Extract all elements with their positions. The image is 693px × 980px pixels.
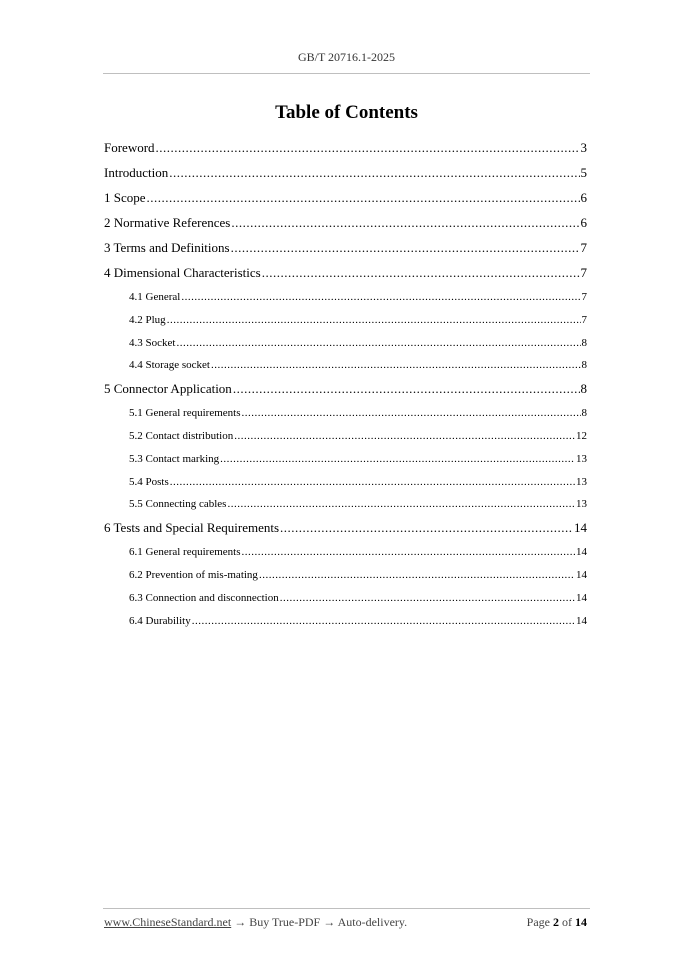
toc-entry-page: 14 bbox=[576, 591, 587, 604]
dot-leader bbox=[231, 213, 579, 233]
toc-entry-label: 5.3 Contact marking bbox=[129, 452, 220, 465]
toc-entry-page: 14 bbox=[576, 614, 587, 627]
dot-leader bbox=[147, 188, 580, 208]
toc-entry[interactable] bbox=[104, 543, 587, 566]
toc-entry[interactable] bbox=[104, 238, 587, 263]
toc-entry[interactable] bbox=[104, 188, 587, 213]
dot-leader bbox=[170, 473, 575, 491]
dot-leader bbox=[211, 356, 581, 374]
toc-entry-label: 5.1 General requirements bbox=[129, 407, 241, 420]
toc-entry-label: 5.4 Posts bbox=[129, 475, 169, 488]
toc-entry[interactable] bbox=[104, 263, 587, 288]
toc-entry-label: 4 Dimensional Characteristics bbox=[104, 265, 261, 280]
footer-promo bbox=[104, 915, 407, 930]
page-footer bbox=[104, 915, 587, 930]
total-pages: 14 bbox=[575, 915, 587, 929]
toc-entry-page: 12 bbox=[576, 429, 587, 442]
dot-leader bbox=[169, 163, 579, 183]
toc-entry-page: 8 bbox=[581, 336, 587, 349]
toc-entry[interactable] bbox=[104, 495, 587, 518]
toc-entry-label: 5 Connector Application bbox=[104, 381, 232, 397]
dot-leader bbox=[233, 379, 580, 399]
dot-leader bbox=[181, 288, 580, 306]
toc-entry-label: 5.2 Contact distribution bbox=[129, 429, 234, 442]
toc-entry[interactable] bbox=[104, 612, 587, 635]
toc-entry-page: 8 bbox=[581, 359, 587, 372]
toc-entry-page: 13 bbox=[576, 475, 587, 488]
toc-entry-label: Foreword bbox=[104, 140, 155, 155]
arrow-icon: → bbox=[320, 915, 338, 929]
toc-entry-label: 4.1 General bbox=[129, 291, 181, 303]
toc-entry-label: 4.4 Storage socket bbox=[129, 359, 210, 372]
toc-entry[interactable] bbox=[104, 518, 587, 543]
toc-entry-label: 6 Tests and Special Requirements bbox=[104, 520, 280, 536]
toc-entry[interactable] bbox=[104, 138, 587, 163]
table-of-contents bbox=[104, 138, 587, 634]
toc-entry[interactable] bbox=[104, 473, 587, 496]
dot-leader bbox=[280, 518, 573, 538]
toc-entry[interactable] bbox=[104, 379, 587, 404]
toc-entry-page: 7 bbox=[580, 240, 587, 255]
toc-entry[interactable] bbox=[104, 566, 587, 589]
buy-pdf-text: Buy True-PDF bbox=[249, 915, 321, 929]
toc-entry-page: 8 bbox=[580, 381, 587, 397]
current-page: 2 bbox=[553, 915, 559, 929]
footer-divider bbox=[103, 908, 590, 909]
dot-leader bbox=[192, 612, 575, 630]
dot-leader bbox=[156, 138, 580, 158]
toc-entry-label: 1 Scope bbox=[104, 190, 146, 205]
toc-entry-page: 8 bbox=[581, 407, 587, 420]
dot-leader bbox=[231, 238, 580, 258]
toc-entry-label: 6.4 Durability bbox=[129, 614, 191, 627]
toc-entry[interactable] bbox=[104, 427, 587, 450]
dot-leader bbox=[241, 543, 575, 561]
dot-leader bbox=[220, 450, 575, 468]
toc-entry-label: Introduction bbox=[104, 165, 169, 180]
page-word: Page bbox=[526, 915, 550, 929]
toc-entry[interactable] bbox=[104, 288, 587, 311]
toc-entry[interactable] bbox=[104, 163, 587, 188]
toc-title: Table of Contents bbox=[275, 102, 418, 123]
toc-entry[interactable] bbox=[104, 356, 587, 379]
page-indicator bbox=[527, 915, 587, 930]
toc-entry-page: 13 bbox=[576, 498, 587, 511]
toc-entry-label: 4.3 Socket bbox=[129, 336, 176, 349]
dot-leader bbox=[227, 495, 575, 513]
page-header bbox=[0, 50, 693, 65]
toc-entry-page: 14 bbox=[576, 568, 587, 581]
toc-entry[interactable] bbox=[104, 450, 587, 473]
toc-entry[interactable] bbox=[104, 404, 587, 427]
toc-entry-page: 3 bbox=[580, 140, 587, 155]
toc-entry-label: 4.2 Plug bbox=[129, 313, 166, 326]
standard-number: GB/T 20716.1-2025 bbox=[297, 50, 396, 64]
toc-entry[interactable] bbox=[104, 334, 587, 357]
toc-entry-label: 2 Normative References bbox=[104, 215, 231, 230]
of-word: of bbox=[562, 915, 572, 929]
toc-entry-page: 13 bbox=[576, 452, 587, 465]
toc-entry-page: 7 bbox=[581, 313, 587, 326]
toc-entry-label: 3 Terms and Definitions bbox=[104, 240, 230, 255]
toc-entry-page: 6 bbox=[580, 190, 587, 205]
toc-entry-label: 6.1 General requirements bbox=[129, 546, 241, 559]
dot-leader bbox=[259, 566, 575, 584]
toc-entry-label: 5.5 Connecting cables bbox=[129, 498, 227, 511]
header-divider bbox=[103, 73, 590, 74]
toc-entry-page: 14 bbox=[576, 546, 587, 559]
toc-entry[interactable] bbox=[104, 311, 587, 334]
toc-entry[interactable] bbox=[104, 213, 587, 238]
toc-entry-page: 7 bbox=[580, 265, 587, 280]
toc-entry-page: 7 bbox=[581, 291, 587, 303]
dot-leader bbox=[262, 263, 580, 283]
auto-delivery-text: Auto-delivery. bbox=[337, 915, 408, 929]
site-link[interactable]: www.ChineseStandard.net bbox=[104, 915, 232, 929]
arrow-icon: → bbox=[231, 915, 250, 929]
dot-leader bbox=[241, 404, 580, 422]
dot-leader bbox=[234, 427, 575, 445]
toc-entry-label: 6.2 Prevention of mis-mating bbox=[129, 568, 258, 581]
toc-entry-label: 6.3 Connection and disconnection bbox=[129, 591, 279, 604]
toc-entry-page: 6 bbox=[580, 215, 587, 230]
toc-entry-page: 5 bbox=[580, 165, 587, 180]
toc-entry-page: 14 bbox=[574, 520, 587, 536]
dot-leader bbox=[280, 589, 575, 607]
dot-leader bbox=[176, 334, 580, 352]
toc-entry[interactable] bbox=[104, 589, 587, 612]
dot-leader bbox=[167, 311, 581, 329]
